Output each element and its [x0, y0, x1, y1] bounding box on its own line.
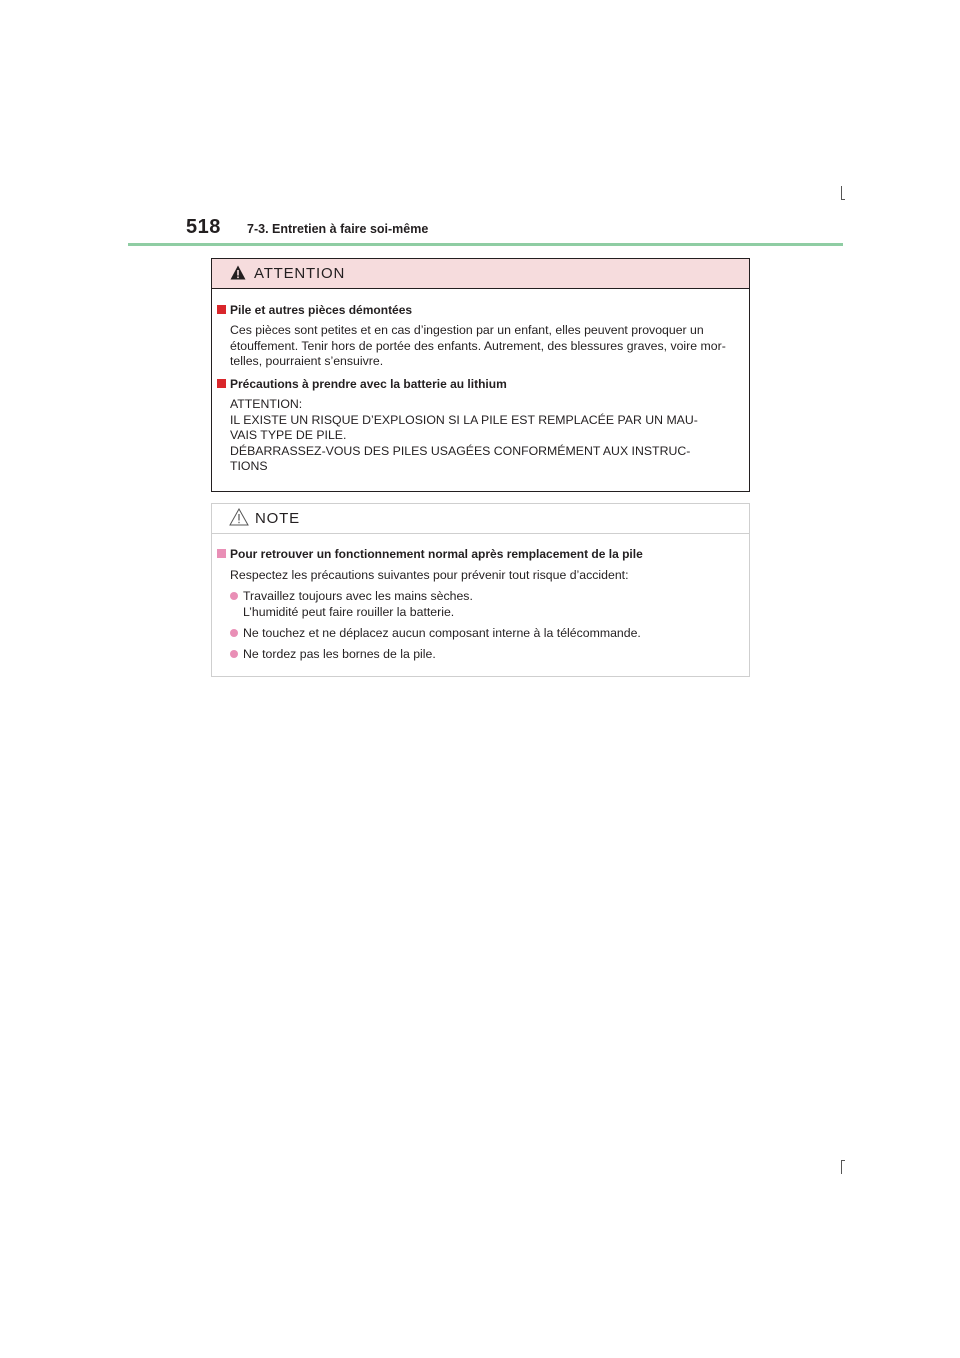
note-intro [230, 568, 740, 584]
red-square-bullet-icon [217, 379, 226, 388]
note-header [212, 504, 749, 534]
pink-dot-bullet-icon [230, 650, 238, 658]
note-title: NOTE [255, 510, 300, 527]
text-line: Respectez les précautions suivantes pour prévenir tout risque d’accident: [230, 568, 629, 582]
page-number: 518 [186, 216, 221, 238]
bullet-subtext: L’humidité peut faire rouiller la batterie. [243, 604, 455, 619]
text-line: IL EXISTE UN RISQUE D’EXPLOSION SI LA PILE EST REMPLACÉE PAR UN MAU- [230, 412, 698, 427]
text-line: TIONS [230, 459, 268, 473]
note-item-title [217, 547, 643, 562]
note-bullet [230, 626, 730, 642]
attention-item-text [230, 323, 740, 370]
note-box [211, 503, 750, 677]
crop-mark-top [841, 186, 842, 200]
attention-item-title-text: Pile et autres pièces démontées [230, 303, 413, 317]
warning-triangle-outline-icon [229, 508, 249, 526]
note-bullet [230, 589, 730, 620]
attention-title: ATTENTION [254, 265, 346, 282]
bullet-text: Ne tordez pas les bornes de la pile. [243, 647, 436, 661]
attention-item-text [230, 397, 740, 475]
attention-item-title [217, 303, 412, 318]
crop-mark-bottom [841, 1160, 842, 1174]
text-line: Ces pièces sont petites et en cas d’ingestion par un enfant, elles peuvent provoquer un [230, 323, 704, 337]
red-square-bullet-icon [217, 305, 226, 314]
header-rule [128, 243, 843, 246]
bullet-text: Ne touchez et ne déplacez aucun composant interne à la télécommande. [243, 626, 641, 640]
attention-item-title [217, 377, 507, 392]
text-line: étouffement. Tenir hors de portée des enfants. Autrement, des blessures graves, voire mor- [230, 338, 726, 353]
text-line: VAIS TYPE DE PILE. [230, 428, 347, 442]
pink-square-bullet-icon [217, 549, 226, 558]
attention-item-title-text: Précautions à prendre avec la batterie au lithium [230, 377, 507, 391]
text-line: DÉBARRASSEZ-VOUS DES PILES USAGÉES CONFORMÉMENT AUX INSTRUC- [230, 443, 691, 458]
note-item-title-text: Pour retrouver un fonctionnement normal après remplacement de la pile [230, 547, 643, 561]
pink-dot-bullet-icon [230, 592, 238, 600]
bullet-text: Travaillez toujours avec les mains sèches. [243, 589, 473, 603]
attention-box [211, 258, 750, 492]
note-bullet [230, 647, 730, 663]
pink-dot-bullet-icon [230, 629, 238, 637]
warning-triangle-icon [230, 265, 246, 280]
text-line: telles, pourraient s’ensuivre. [230, 354, 384, 368]
attention-header [212, 259, 749, 289]
text-line: ATTENTION: [230, 397, 303, 411]
section-title: 7-3. Entretien à faire soi-même [247, 222, 429, 236]
